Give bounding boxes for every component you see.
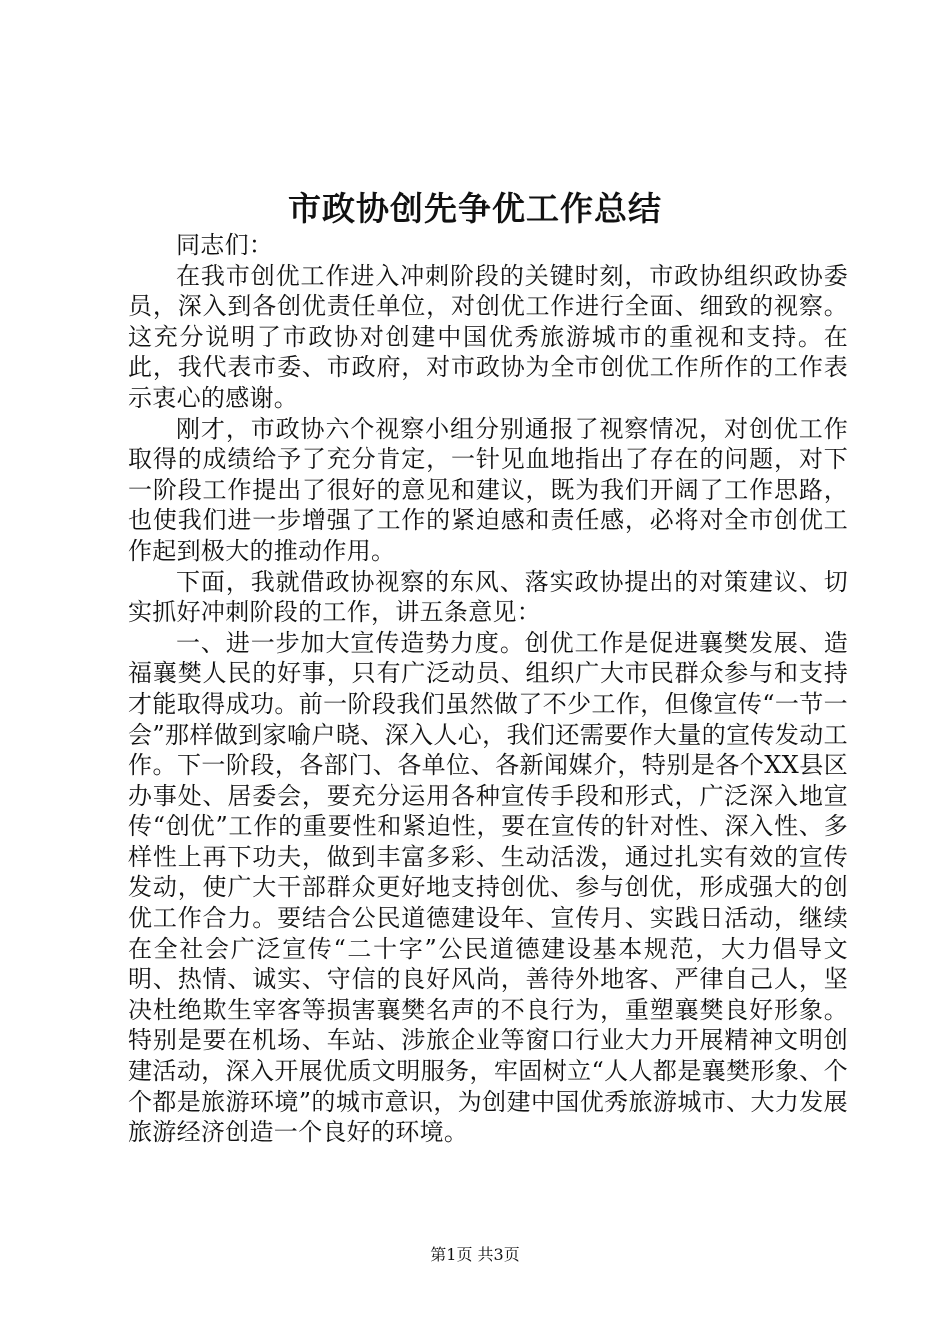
paragraph-1: 在我市创优工作进入冲刺阶段的关键时刻，市政协组织政协委员，深入到各创优责任单位，对创优工作进行全面、细致的视察。这充分说明了市政协对创建中国优秀旅游城市的重视和支持。在此，我代表市委、市政府，对市政协为全市创优工作所作的工作表示衷心的感谢。 (128, 261, 848, 412)
paragraph-3: 下面，我就借政协视察的东风、落实政协提出的对策建议、切实抓好冲刺阶段的工作，讲五条意见： (128, 567, 848, 627)
salutation: 同志们： (176, 231, 274, 259)
paragraph-2: 刚才，市政协六个视察小组分别通报了视察情况，对创优工作取得的成绩给予了充分肯定，一针见血地指出了存在的问题，对下一阶段工作提出了很好的意见和建议，既为我们开阔了工作思路，也使我们进一步增强了工作的紧迫感和责任感，必将对全市创优工作起到极大的推动作用。 (128, 414, 848, 565)
page-number-footer: 第1页 共3页 (430, 1245, 520, 1264)
document-title: 市政协创先争优工作总结 (288, 189, 662, 228)
paragraph-4: 一、进一步加大宣传造势力度。创优工作是促进襄樊发展、造福襄樊人民的好事，只有广泛动员、组织广大市民群众参与和支持才能取得成功。前一阶段我们虽然做了不少工作，但像宣传“一节一会”那样做到家喻户晓、深入人心，我们还需要作大量的宣传发动工作。下一阶段，各部门、各单位、各新闻媒介，特别是各个XX县区办事处、居委会，要充分运用各种宣传手段和形式，广泛深入地宣传“创优”工作的重要性和紧迫性，要在宣传的针对性、深入性、多样性上再下功夫，做到丰富多彩、生动活泼，通过扎实有效的宣传发动，使广大干部群众更好地支持创优、参与创优，形成强大的创优工作合力。要结合公民道德建设年、宣传月、实践日活动，继续在全社会广泛宣传“二十字”公民道德建设基本规范，大力倡导文明、热情、诚实、守信的良好风尚，善待外地客、严律自己人，坚决杜绝欺生宰客等损害襄樊名声的不良行为，重塑襄樊良好形象。特别是要在机场、车站、涉旅企业等窗口行业大力开展精神文明创建活动，深入开展优质文明服务，牢固树立“人人都是襄樊形象、个个都是旅游环境”的城市意识，为创建中国优秀旅游城市、大力发展旅游经济创造一个良好的环境。 (128, 628, 848, 1147)
document-body (128, 230, 848, 1148)
